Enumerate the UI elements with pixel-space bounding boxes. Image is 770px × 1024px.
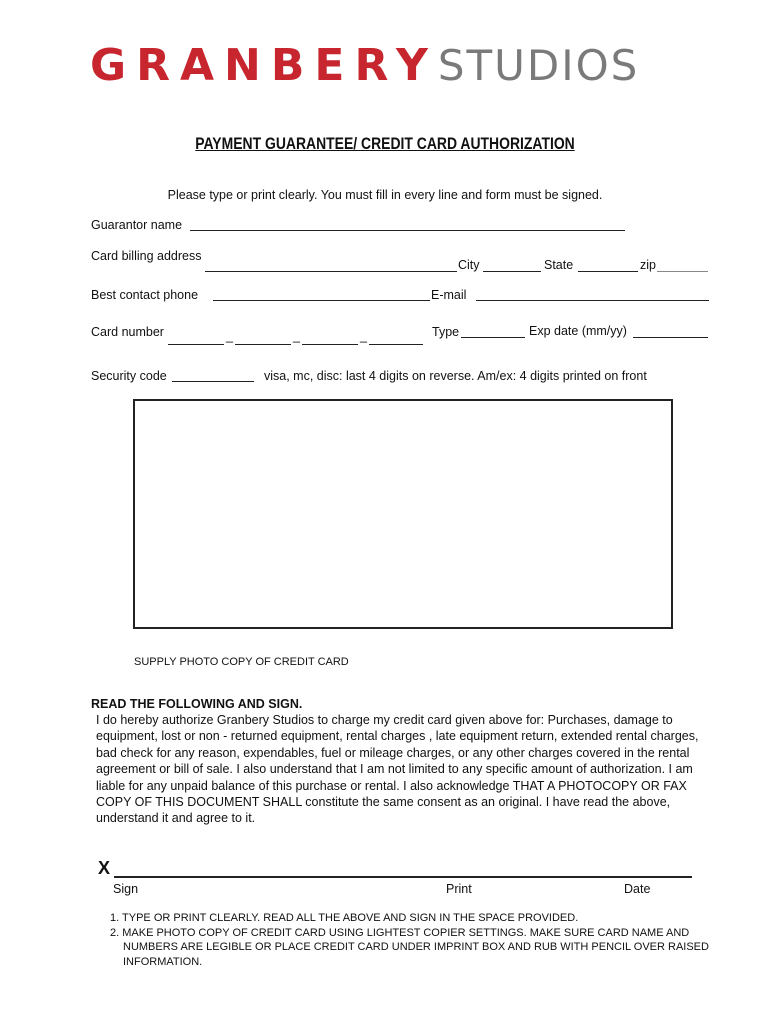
card-type-field[interactable] — [461, 337, 525, 338]
note-item: 1. TYPE OR PRINT CLEARLY. READ ALL THE ABOVE AND SIGN IN THE SPACE PROVIDED. — [110, 912, 579, 924]
billing-address-label: Card billing address — [91, 249, 202, 263]
sign-label: Sign — [113, 882, 139, 896]
company-logo — [90, 40, 639, 96]
agreement-text: I do hereby authorize Granbery Studios to charge my credit card given above for: Purchases, damage to equipment, lost or non - returned equipment, rental charges , late equipment return, extended rental charges, bad check for any reason, expendables, fuel or mileage charges, or any other charges covered in the rental agreement or bill of sale. I also understand that I am not limited to any specific amount of authorization. I am liable for any unpaid balance of this purchase or rental. I also acknowledge THAT A PHOTOCOPY OR FAX COPY OF THIS DOCUMENT SHALL constitute the same consent as an original. I have read the above, understand it and agree to it. — [96, 713, 699, 826]
card-number-group-1[interactable] — [168, 344, 224, 345]
photo-box-caption: SUPPLY PHOTO COPY OF CREDIT CARD — [134, 656, 349, 668]
security-code-note: visa, mc, disc: last 4 digits on reverse. Am/ex: 4 digits printed on front — [264, 369, 647, 383]
email-field[interactable] — [476, 300, 709, 301]
email-label: E-mail — [431, 288, 467, 302]
notes-list — [110, 911, 720, 969]
state-label: State — [544, 258, 574, 272]
form-instructions: Please type or print clearly. You must fill in every line and form must be signed. — [167, 188, 603, 202]
form-title: PAYMENT GUARANTEE/ CREDIT CARD AUTHORIZATION — [195, 134, 575, 153]
zip-label: zip — [640, 258, 656, 272]
security-code-field[interactable] — [172, 381, 254, 382]
contact-phone-field[interactable] — [213, 300, 430, 301]
state-field[interactable] — [578, 271, 638, 272]
card-number-dash: _ — [226, 329, 233, 343]
guarantor-name-field[interactable] — [190, 230, 625, 231]
contact-phone-label: Best contact phone — [91, 288, 199, 302]
guarantor-name-label: Guarantor name — [91, 218, 183, 232]
card-type-label: Type — [432, 325, 460, 339]
card-number-dash: _ — [293, 329, 300, 343]
security-code-label: Security code — [91, 369, 167, 383]
city-field[interactable] — [483, 271, 541, 272]
signature-line[interactable] — [114, 876, 692, 878]
city-label: City — [458, 258, 480, 272]
card-number-group-2[interactable] — [235, 344, 291, 345]
exp-date-field[interactable] — [633, 337, 708, 338]
note-item: 2. MAKE PHOTO COPY OF CREDIT CARD USING LIGHTEST COPIER SETTINGS. MAKE SURE CARD NAME AND NUMBERS ARE LEGIBLE OR PLACE CREDIT CARD UNDER IMPRINT BOX AND RUB WITH PENCIL OVER RAISED INFORMATION. — [110, 926, 709, 968]
logo-granbery: GRANBERY — [90, 40, 438, 91]
signature-x-mark: X — [98, 858, 111, 878]
agreement-heading: READ THE FOLLOWING AND SIGN. — [91, 697, 303, 711]
print-label: Print — [446, 882, 472, 896]
date-label: Date — [624, 882, 651, 896]
logo-studios: STUDIOS — [437, 41, 640, 90]
card-number-dash: _ — [360, 329, 367, 343]
exp-date-label: Exp date (mm/yy) — [529, 324, 627, 338]
billing-address-field[interactable] — [205, 271, 457, 272]
card-number-group-3[interactable] — [302, 344, 358, 345]
card-photo-box[interactable] — [133, 399, 673, 629]
card-number-group-4[interactable] — [369, 344, 423, 345]
zip-field[interactable] — [657, 271, 708, 272]
card-number-label: Card number — [91, 325, 164, 339]
